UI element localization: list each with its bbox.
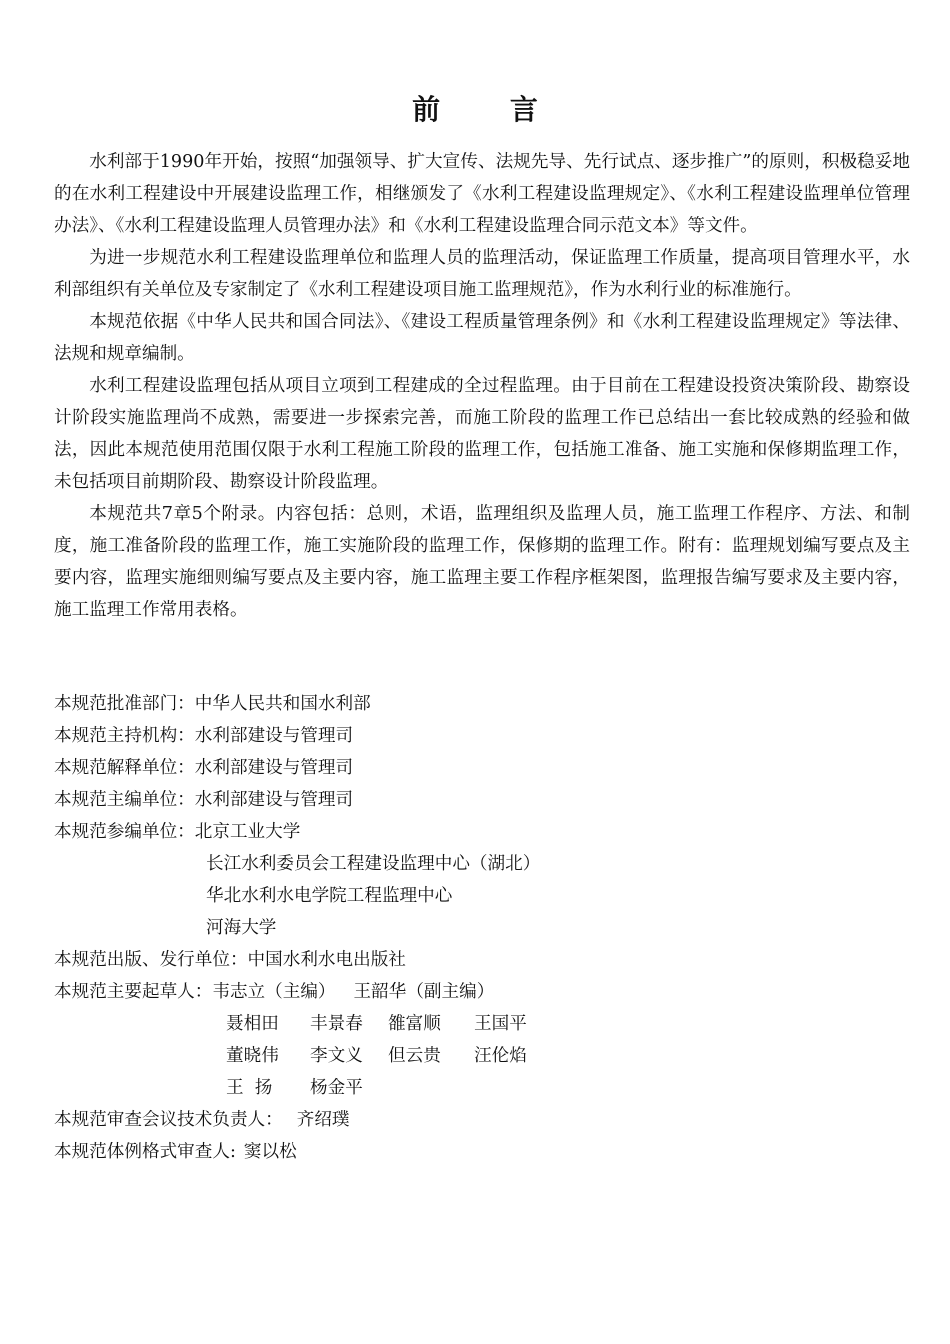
- drafter-name: 杨金平: [310, 1078, 363, 1098]
- participant-unit: 河海大学: [206, 918, 277, 938]
- credit-label: 本规范出版、发行单位：: [54, 950, 248, 970]
- credit-drafters: [54, 976, 910, 1008]
- drafter-name: 王国平: [474, 1014, 527, 1034]
- paragraph-5: 本规范共7章5个附录。内容包括：总则，术语，监理组织及监理人员，施工监理工作程序、方法、和制度，施工准备阶段的监理工作，施工实施阶段的监理工作，保修期的监理工作。附有：监理规划编写要点及主要内容，监理实施细则编写要点及主要内容，施工监理主要工作程序框架图，监理报告编写要求及主要内容，施工监理工作常用表格。: [54, 504, 910, 620]
- credit-chief-editor: [54, 784, 910, 816]
- paragraph-4: 水利工程建设监理包括从项目立项到工程建成的全过程监理。由于目前在工程建设投资决策阶段、勘察设计阶段实施监理尚不成熟，需要进一步探索完善，而施工阶段的监理工作已总结出一套比较成熟的经验和做法，因此本规范使用范围仅限于水利工程施工阶段的监理工作，包括施工准备、施工实施和保修期监理工作，未包括项目前期阶段、勘察设计阶段监理。: [54, 376, 910, 492]
- drafter-name: 董晓伟: [226, 1046, 279, 1066]
- credit-label: 本规范审查会议技术负责人：: [54, 1110, 283, 1130]
- drafter-deputy: 王韶华（副主编）: [353, 982, 495, 1002]
- participant-row: [54, 848, 910, 880]
- drafter-name: 但云贵: [388, 1046, 441, 1066]
- drafter-name: 李文义: [310, 1046, 363, 1066]
- credit-value: 水利部建设与管理司: [194, 758, 354, 778]
- page-title: 前 言: [412, 93, 568, 126]
- preface-body: [54, 146, 910, 626]
- credit-review-lead: [54, 1104, 910, 1136]
- credit-value: 窦以松: [243, 1142, 297, 1162]
- drafter-name: 丰景春: [310, 1014, 363, 1034]
- drafter-name: 汪伦焰: [474, 1046, 527, 1066]
- drafter-row: [54, 1072, 910, 1104]
- credit-label: 本规范批准部门：: [54, 694, 195, 714]
- paragraph-3: 本规范依据《中华人民共和国合同法》、《建设工程质量管理条例》和《水利工程建设监理规定》等法律、法规和规章编制。: [54, 312, 910, 364]
- drafter-row: [54, 1008, 910, 1040]
- credits-section: [54, 688, 910, 1168]
- participant-unit: 北京工业大学: [194, 822, 301, 842]
- credit-value: 齐绍璞: [296, 1110, 350, 1130]
- drafter-name: 王 扬: [226, 1078, 273, 1098]
- credit-value: 中国水利水电出版社: [247, 950, 406, 970]
- participant-row: [54, 880, 910, 912]
- credit-publisher: [54, 944, 910, 976]
- credit-interpretation: [54, 752, 910, 784]
- credit-format-reviewer: [54, 1136, 910, 1168]
- credit-label: 本规范主要起草人：: [54, 982, 213, 1002]
- credit-label: 本规范体例格式审查人:: [54, 1142, 236, 1162]
- paragraph-2: 为进一步规范水利工程建设监理单位和监理人员的监理活动，保证监理工作质量，提高项目管理水平，水利部组织有关单位及专家制定了《水利工程建设项目施工监理规范》，作为水利行业的标准施行。: [54, 248, 910, 300]
- credit-label: 本规范参编单位：: [54, 822, 195, 842]
- drafter-name: 聂相田: [226, 1014, 279, 1034]
- participant-row: [54, 912, 910, 944]
- participant-unit: 华北水利水电学院工程监理中心: [206, 886, 453, 906]
- credit-value: 中华人民共和国水利部: [194, 694, 371, 714]
- participant-unit: 长江水利委员会工程建设监理中心（湖北）: [206, 854, 541, 874]
- credit-approval: [54, 688, 910, 720]
- credit-participants: [54, 816, 910, 848]
- credit-label: 本规范主编单位：: [54, 790, 195, 810]
- credit-host: [54, 720, 910, 752]
- drafter-name: 雒富顺: [388, 1014, 441, 1034]
- credit-label: 本规范解释单位：: [54, 758, 195, 778]
- credit-label: 本规范主持机构：: [54, 726, 195, 746]
- credit-value: 水利部建设与管理司: [194, 726, 354, 746]
- drafter-row: [54, 1040, 910, 1072]
- paragraph-1: 水利部于1990年开始，按照“加强领导、扩大宣传、法规先导、先行试点、逐步推广”的原则，积极稳妥地的在水利工程建设中开展建设监理工作，相继颁发了《水利工程建设监理规定》、《水利工程建设监理单位管理办法》、《水利工程建设监理人员管理办法》和《水利工程建设监理合同示范文本》等文件。: [54, 152, 910, 236]
- drafter-lead: 韦志立（主编）: [212, 982, 336, 1002]
- credit-value: 水利部建设与管理司: [194, 790, 354, 810]
